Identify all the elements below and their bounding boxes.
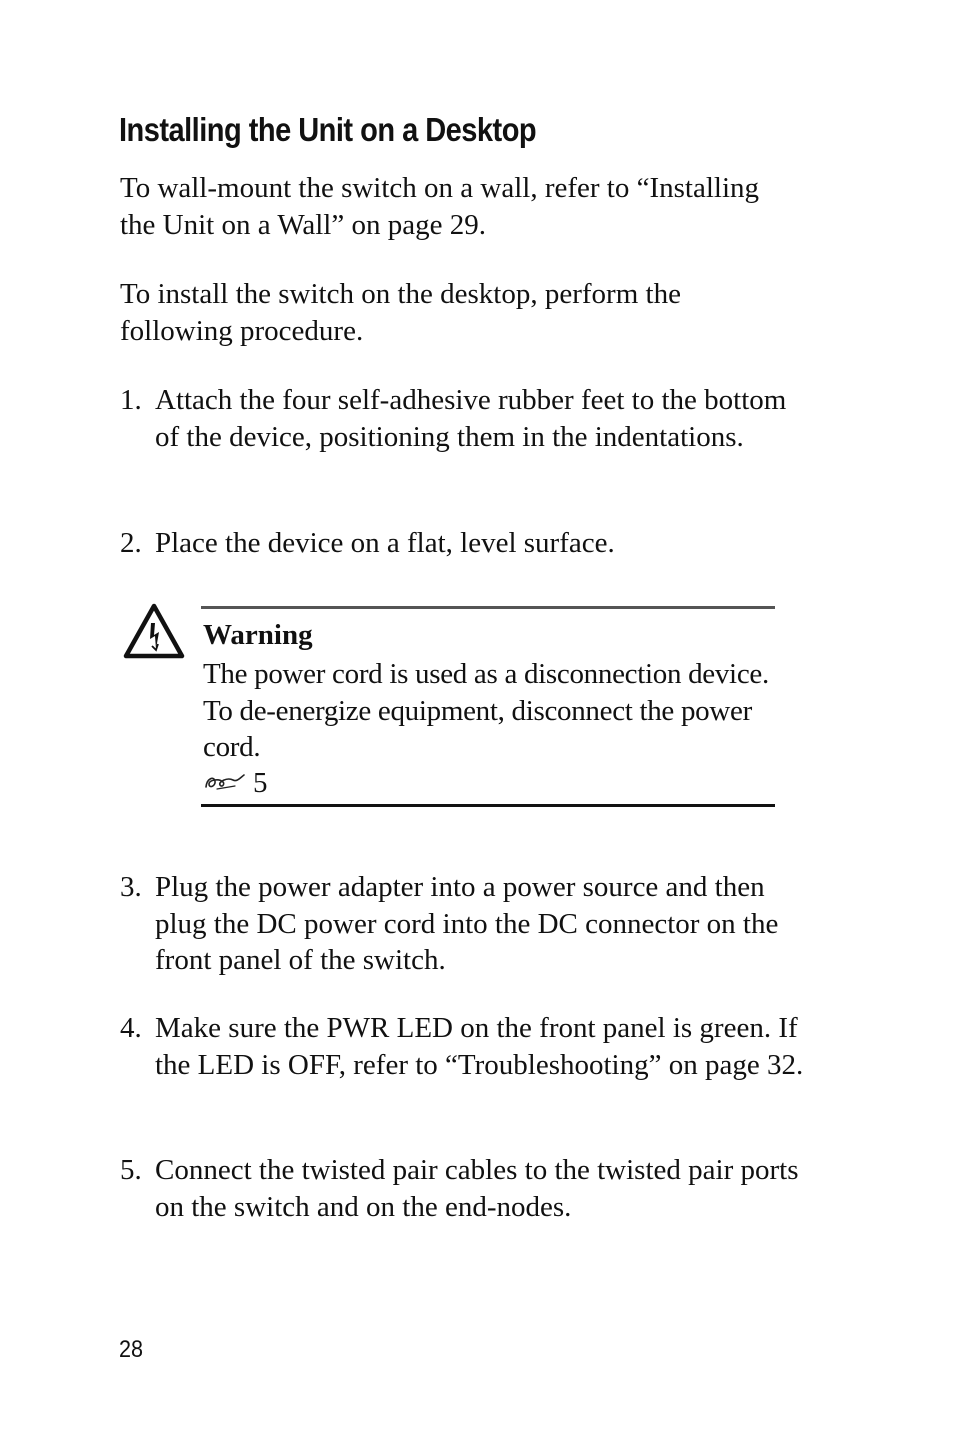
step-number: 5. [120,1154,142,1186]
intro-paragraph-desktop: To install the switch on the desktop, perform the following procedure. [120,278,681,347]
warning-reference-number: 5 [253,767,268,799]
step-number: 3. [120,871,142,903]
step-text: Connect the twisted pair cables to the twisted pair ports on the switch and on the end-nodes. [155,1154,799,1223]
step-text: Place the device on a flat, level surface. [155,527,615,559]
page-number: 28 [119,1336,144,1363]
procedure-step-3 [120,869,800,979]
translation-reference-icon [203,771,247,793]
warning-text: The power cord is used as a disconnection device. To de-energize equipment, disconnect the power cord. [203,658,769,763]
step-number: 1. [120,384,142,416]
step-number: 4. [120,1012,142,1044]
procedure-step-1 [120,382,800,455]
step-text: Plug the power adapter into a power source and then plug the DC power cord into the DC connector on the front panel of the switch. [155,871,779,976]
procedure-step-4 [120,1010,804,1083]
section-title: Installing the Unit on a Desktop [119,111,537,148]
warning-title: Warning [203,619,313,651]
step-text: Make sure the PWR LED on the front panel is green. If the LED is OFF, refer to “Troubleshooting” on page 32. [155,1012,804,1081]
procedure-step-5 [120,1152,800,1225]
warning-translation-reference [203,765,268,802]
intro-paragraph-wall-mount: To wall-mount the switch on a wall, refer to “Installing the Unit on a Wall” on page 29. [120,172,760,241]
step-number: 2. [120,527,142,559]
procedure-step-2 [120,525,800,562]
electrical-hazard-warning-icon [122,602,186,660]
step-text: Attach the four self-adhesive rubber feet to the bottom of the device, positioning them in the indentations. [155,384,787,453]
